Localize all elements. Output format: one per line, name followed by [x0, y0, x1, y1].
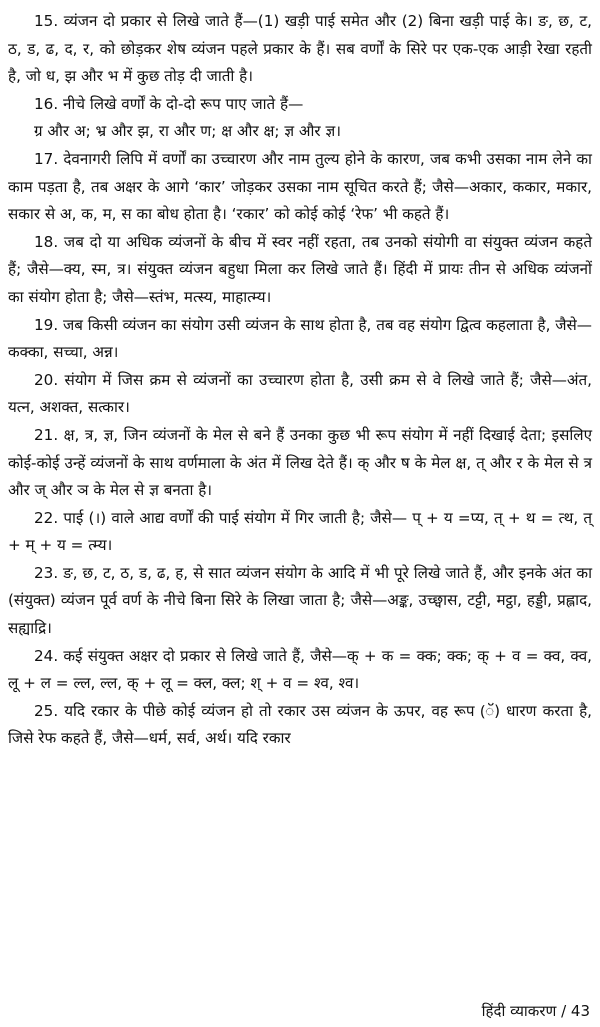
paragraph-16-examples: ग्र और अ; भ्र और झ, रा और ण; क्ष और क्ष; ज्ञ और ज्ञ।: [34, 122, 341, 141]
paragraph-15: 15. व्यंजन दो प्रकार से लिखे जाते हैं—(1) खड़ी पाई समेत और (2) बिना खड़ी पाई के। ङ, छ, ट, ठ, ड, ढ, द, र, को छोड़कर शेष व्यंजन पहले प्रकार के हैं। सब वर्णों के सिरे पर एक-एक आड़ी रेखा रहती है, जो ध, झ और भ में कुछ तोड़ दी जाती है।: [8, 12, 592, 86]
paragraph-18: 18. जब दो या अधिक व्यंजनों के बीच में स्वर नहीं रहता, तब उनको संयोगी वा संयुक्त व्यंजन कहते हैं; जैसे—क्य, स्म, त्र। संयुक्त व्यंजन बहुधा मिला कर लिखे जाते हैं। हिंदी में प्रायः तीन से अधिक व्यंजनों का संयोग होता है; जैसे—स्तंभ, मत्स्य, माहात्म्य।: [8, 232, 592, 306]
paragraph-17: 17. देवनागरी लिपि में वर्णों का उच्चारण और नाम तुल्य होने के कारण, जब कभी उसका नाम लेने का काम पड़ता है, तब अक्षर के आगे ‘कार’ जोड़कर उसका नाम सूचित करते हैं; जैसे—अकार, ककार, मकार, सकार से अ, क, म, स का बोध होता है। ‘रकार’ को कोई कोई ‘रेफ’ भी कहते हैं।: [8, 149, 592, 224]
paragraph-20: 20. संयोग में जिस क्रम से व्यंजनों का उच्चारण होता है, उसी क्रम से वे लिखे जाते हैं; जैसे—अंत, यत्न, अशक्त, सत्कार।: [8, 370, 592, 417]
paragraph-23: 23. ङ, छ, ट, ठ, ड, ढ, ह, से सात व्यंजन संयोग के आदि में भी पूरे लिखे जाते हैं, और इनके अंत का (संयुक्त) व्यंजन पूर्व वर्ण के नीचे बिना सिरे के लिखा जाता है; जैसे—अङ्क, उच्छ्वास, टट्टी, मट्ठा, हड्डी, प्रह्लाद, सह्याद्रि।: [8, 563, 592, 638]
paragraph-21: 21. क्ष, त्र, ज्ञ, जिन व्यंजनों के मेल से बने हैं उनका कुछ भी रूप संयोग में नहीं दिखाई देता; इसलिए कोई-कोई उन्हें व्यंजनों के साथ वर्णमाला के अंत में लिख देते हैं। क् और ष के मेल क्ष, त् और र के मेल से त्र और ज् और ञ के मेल से ज्ञ बनता है।: [8, 425, 592, 500]
page-footer: हिंदी व्याकरण / 43: [481, 1002, 590, 1020]
paragraph-19: 19. जब किसी व्यंजन का संयोग उसी व्यंजन के साथ होता है, तब वह संयोग द्वित्व कहलाता है, जैसे—कक्का, सच्चा, अन्न।: [8, 315, 592, 362]
paragraph-16: 16. नीचे लिखे वर्णों के दो-दो रूप पाए जाते हैं—: [34, 94, 304, 113]
paragraph-22: 22. पाई (।) वाले आद्य वर्णों की पाई संयोग में गिर जाती है; जैसे— प् + य =प्य, त् + थ = त्थ, त् + म् + य = त्म्य।: [8, 508, 592, 555]
paragraph-24: 24. कई संयुक्त अक्षर दो प्रकार से लिखे जाते हैं, जैसे—क् + क = क्क; क्क; क् + व = क्व, क्व, लू + ल = ल्ल, ल्ल, क् + लू = क्ल, क्ल; श् + व = श्व, श्व।: [8, 646, 592, 693]
paragraph-25: 25. यदि रकार के पीछे कोई व्यंजन हो तो रकार उस व्यंजन के ऊपर, वह रूप (ॅ) धारण करता है, जिसे रेफ कहते हैं, जैसे—धर्म, सर्व, अर्थ। यदि रकार: [8, 701, 592, 748]
